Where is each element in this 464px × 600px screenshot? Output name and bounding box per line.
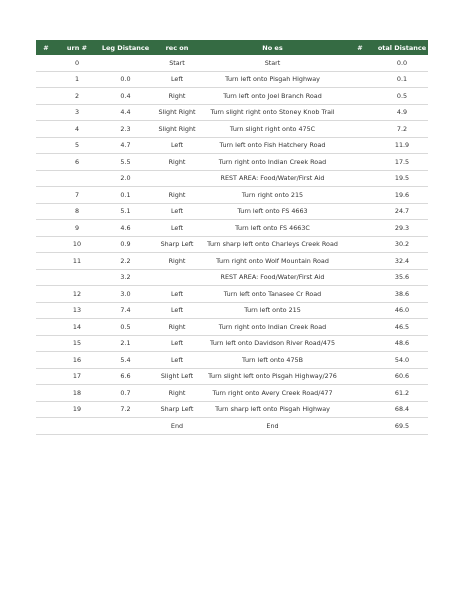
cell-leg-distance: 2.3 (98, 121, 153, 138)
cell-blank (36, 302, 56, 319)
cell-blank (344, 154, 376, 171)
table-row (36, 352, 428, 369)
table-row (36, 203, 428, 220)
cell-leg-distance: 5.4 (98, 352, 153, 369)
cell-notes: End (201, 418, 344, 435)
table-row (36, 154, 428, 171)
cell-turn-number: 15 (56, 335, 98, 352)
cell-turn-number: 19 (56, 401, 98, 418)
cell-total-distance: 24.7 (376, 203, 428, 220)
cell-notes: Turn left onto 215 (201, 302, 344, 319)
cell-total-distance: 48.6 (376, 335, 428, 352)
cell-blank (344, 302, 376, 319)
cell-blank (36, 154, 56, 171)
cell-notes: Turn left onto Fish Hatchery Road (201, 137, 344, 154)
cell-blank (36, 286, 56, 303)
cell-leg-distance: 4.4 (98, 104, 153, 121)
cell-turn-number (56, 170, 98, 187)
cell-leg-distance: 2.0 (98, 170, 153, 187)
header-turn-number: urn # (56, 40, 98, 55)
cell-total-distance: 0.1 (376, 71, 428, 88)
header-hash: # (344, 40, 376, 55)
cell-turn-number: 1 (56, 71, 98, 88)
cell-blank (344, 352, 376, 369)
cell-notes: Turn left onto Joel Branch Road (201, 88, 344, 105)
table-row (36, 137, 428, 154)
cell-notes: REST AREA: Food/Water/First Aid (201, 269, 344, 286)
cell-leg-distance: 3.2 (98, 269, 153, 286)
cell-turn-number: 16 (56, 352, 98, 369)
cell-blank (36, 335, 56, 352)
cell-turn-number: 2 (56, 88, 98, 105)
cell-blank (36, 104, 56, 121)
cell-leg-distance: 0.4 (98, 88, 153, 105)
cell-notes: Turn sharp left onto Charleys Creek Road (201, 236, 344, 253)
table-header-row (36, 40, 428, 55)
cell-direction: Left (153, 352, 201, 369)
cell-turn-number: 6 (56, 154, 98, 171)
cell-total-distance: 4.9 (376, 104, 428, 121)
table-row (36, 71, 428, 88)
cell-direction: Left (153, 335, 201, 352)
cell-turn-number: 17 (56, 368, 98, 385)
cell-notes: Turn right onto 215 (201, 187, 344, 204)
cell-notes: Turn right onto Indian Creek Road (201, 154, 344, 171)
cell-blank (36, 269, 56, 286)
cell-leg-distance: 0.9 (98, 236, 153, 253)
cell-direction: Sharp Left (153, 236, 201, 253)
cell-turn-number (56, 269, 98, 286)
cell-direction: Right (153, 319, 201, 336)
cell-blank (344, 418, 376, 435)
cell-turn-number: 14 (56, 319, 98, 336)
cell-notes: Turn sharp left onto Pisgah Highway (201, 401, 344, 418)
cell-total-distance: 29.3 (376, 220, 428, 237)
cell-turn-number: 11 (56, 253, 98, 270)
cell-total-distance: 0.5 (376, 88, 428, 105)
cell-direction: End (153, 418, 201, 435)
cell-blank (36, 352, 56, 369)
cell-total-distance: 0.0 (376, 55, 428, 71)
cell-blank (344, 286, 376, 303)
cell-leg-distance: 0.7 (98, 385, 153, 402)
cell-total-distance: 17.5 (376, 154, 428, 171)
cell-leg-distance: 7.4 (98, 302, 153, 319)
cell-notes: Turn left onto 475B (201, 352, 344, 369)
cell-blank (36, 170, 56, 187)
cell-blank (344, 104, 376, 121)
cell-notes: REST AREA: Food/Water/First Aid (201, 170, 344, 187)
table-row (36, 253, 428, 270)
cell-blank (344, 269, 376, 286)
cell-turn-number: 3 (56, 104, 98, 121)
header-direction: rec on (153, 40, 201, 55)
cell-notes: Turn slight right onto 475C (201, 121, 344, 138)
cell-leg-distance: 7.2 (98, 401, 153, 418)
table-row (36, 269, 428, 286)
table-row (36, 385, 428, 402)
cell-total-distance: 11.9 (376, 137, 428, 154)
cell-blank (36, 203, 56, 220)
cell-leg-distance: 5.1 (98, 203, 153, 220)
header-number: # (36, 40, 56, 55)
header-leg-distance: Leg Distance (98, 40, 153, 55)
table-row (36, 335, 428, 352)
cell-notes: Turn left onto Pisgah Highway (201, 71, 344, 88)
cell-blank (344, 220, 376, 237)
cell-blank (36, 55, 56, 71)
cell-blank (36, 137, 56, 154)
cell-direction: Start (153, 55, 201, 71)
cell-blank (344, 319, 376, 336)
table-row (36, 236, 428, 253)
cell-direction: Right (153, 88, 201, 105)
table-row (36, 55, 428, 71)
cell-notes: Start (201, 55, 344, 71)
cell-total-distance: 68.4 (376, 401, 428, 418)
cell-turn-number: 5 (56, 137, 98, 154)
table-row (36, 88, 428, 105)
cell-direction: Right (153, 154, 201, 171)
cell-leg-distance: 4.6 (98, 220, 153, 237)
cell-direction: Left (153, 203, 201, 220)
cell-notes: Turn slight left onto Pisgah Highway/276 (201, 368, 344, 385)
table-row (36, 319, 428, 336)
table-row (36, 121, 428, 138)
cell-leg-distance: 2.2 (98, 253, 153, 270)
cell-total-distance: 19.6 (376, 187, 428, 204)
cell-blank (344, 401, 376, 418)
cell-blank (36, 253, 56, 270)
cell-blank (36, 368, 56, 385)
cell-direction: Left (153, 302, 201, 319)
cell-direction: Left (153, 137, 201, 154)
cell-blank (344, 121, 376, 138)
cell-direction: Right (153, 385, 201, 402)
cell-direction: Left (153, 71, 201, 88)
cell-leg-distance: 0.5 (98, 319, 153, 336)
cell-turn-number: 7 (56, 187, 98, 204)
cell-total-distance: 38.6 (376, 286, 428, 303)
cell-direction: Right (153, 187, 201, 204)
cell-turn-number: 18 (56, 385, 98, 402)
cell-turn-number: 10 (56, 236, 98, 253)
cell-leg-distance: 4.7 (98, 137, 153, 154)
cell-blank (344, 137, 376, 154)
table-row (36, 302, 428, 319)
cell-total-distance: 61.2 (376, 385, 428, 402)
cell-leg-distance: 0.1 (98, 187, 153, 204)
cue-sheet (36, 40, 428, 435)
cell-total-distance: 60.6 (376, 368, 428, 385)
cell-total-distance: 7.2 (376, 121, 428, 138)
cell-blank (344, 187, 376, 204)
header-total-distance: otal Distance (376, 40, 428, 55)
cell-direction: Slight Right (153, 104, 201, 121)
cue-sheet-table (36, 40, 428, 435)
cell-total-distance: 32.4 (376, 253, 428, 270)
cell-total-distance: 46.5 (376, 319, 428, 336)
cell-blank (36, 187, 56, 204)
cell-leg-distance: 5.5 (98, 154, 153, 171)
cell-blank (344, 71, 376, 88)
cell-leg-distance (98, 55, 153, 71)
cell-notes: Turn slight right onto Stoney Knob Trail (201, 104, 344, 121)
cell-total-distance: 54.0 (376, 352, 428, 369)
cell-total-distance: 19.5 (376, 170, 428, 187)
cell-notes: Turn left onto Tanasee Cr Road (201, 286, 344, 303)
table-row (36, 170, 428, 187)
cell-direction: Slight Left (153, 368, 201, 385)
cell-blank (36, 319, 56, 336)
cell-blank (36, 418, 56, 435)
cell-blank (36, 220, 56, 237)
cell-blank (344, 385, 376, 402)
cell-blank (344, 368, 376, 385)
cell-blank (344, 170, 376, 187)
cell-blank (344, 88, 376, 105)
table-row (36, 187, 428, 204)
cell-blank (344, 55, 376, 71)
cell-leg-distance (98, 418, 153, 435)
cell-leg-distance: 6.6 (98, 368, 153, 385)
cell-total-distance: 35.6 (376, 269, 428, 286)
cell-total-distance: 46.0 (376, 302, 428, 319)
cell-blank (344, 203, 376, 220)
table-row (36, 368, 428, 385)
cell-leg-distance: 0.0 (98, 71, 153, 88)
cell-turn-number: 13 (56, 302, 98, 319)
cell-notes: Turn right onto Wolf Mountain Road (201, 253, 344, 270)
cell-blank (36, 71, 56, 88)
cell-notes: Turn left onto FS 4663C (201, 220, 344, 237)
cell-direction: Right (153, 253, 201, 270)
cell-notes: Turn left onto Davidson River Road/475 (201, 335, 344, 352)
cell-direction: Sharp Left (153, 401, 201, 418)
cell-blank (36, 385, 56, 402)
cell-turn-number: 9 (56, 220, 98, 237)
cell-turn-number: 4 (56, 121, 98, 138)
cell-blank (344, 236, 376, 253)
cell-blank (36, 401, 56, 418)
cell-turn-number: 12 (56, 286, 98, 303)
cell-notes: Turn left onto FS 4663 (201, 203, 344, 220)
cell-direction (153, 170, 201, 187)
cell-total-distance: 30.2 (376, 236, 428, 253)
cell-total-distance: 69.5 (376, 418, 428, 435)
header-notes: No es (201, 40, 344, 55)
cell-leg-distance: 3.0 (98, 286, 153, 303)
cell-blank (344, 335, 376, 352)
cell-turn-number: 0 (56, 55, 98, 71)
table-row (36, 104, 428, 121)
table-row (36, 286, 428, 303)
cell-blank (36, 88, 56, 105)
cell-direction: Slight Right (153, 121, 201, 138)
cell-turn-number: 8 (56, 203, 98, 220)
cell-direction: Left (153, 286, 201, 303)
cell-direction (153, 269, 201, 286)
table-body (36, 55, 428, 434)
table-row (36, 401, 428, 418)
cell-blank (36, 236, 56, 253)
cell-direction: Left (153, 220, 201, 237)
cell-turn-number (56, 418, 98, 435)
cell-notes: Turn right onto Avery Creek Road/477 (201, 385, 344, 402)
cell-blank (344, 253, 376, 270)
cell-blank (36, 121, 56, 138)
cell-leg-distance: 2.1 (98, 335, 153, 352)
cell-notes: Turn right onto Indian Creek Road (201, 319, 344, 336)
table-row (36, 220, 428, 237)
table-row (36, 418, 428, 435)
